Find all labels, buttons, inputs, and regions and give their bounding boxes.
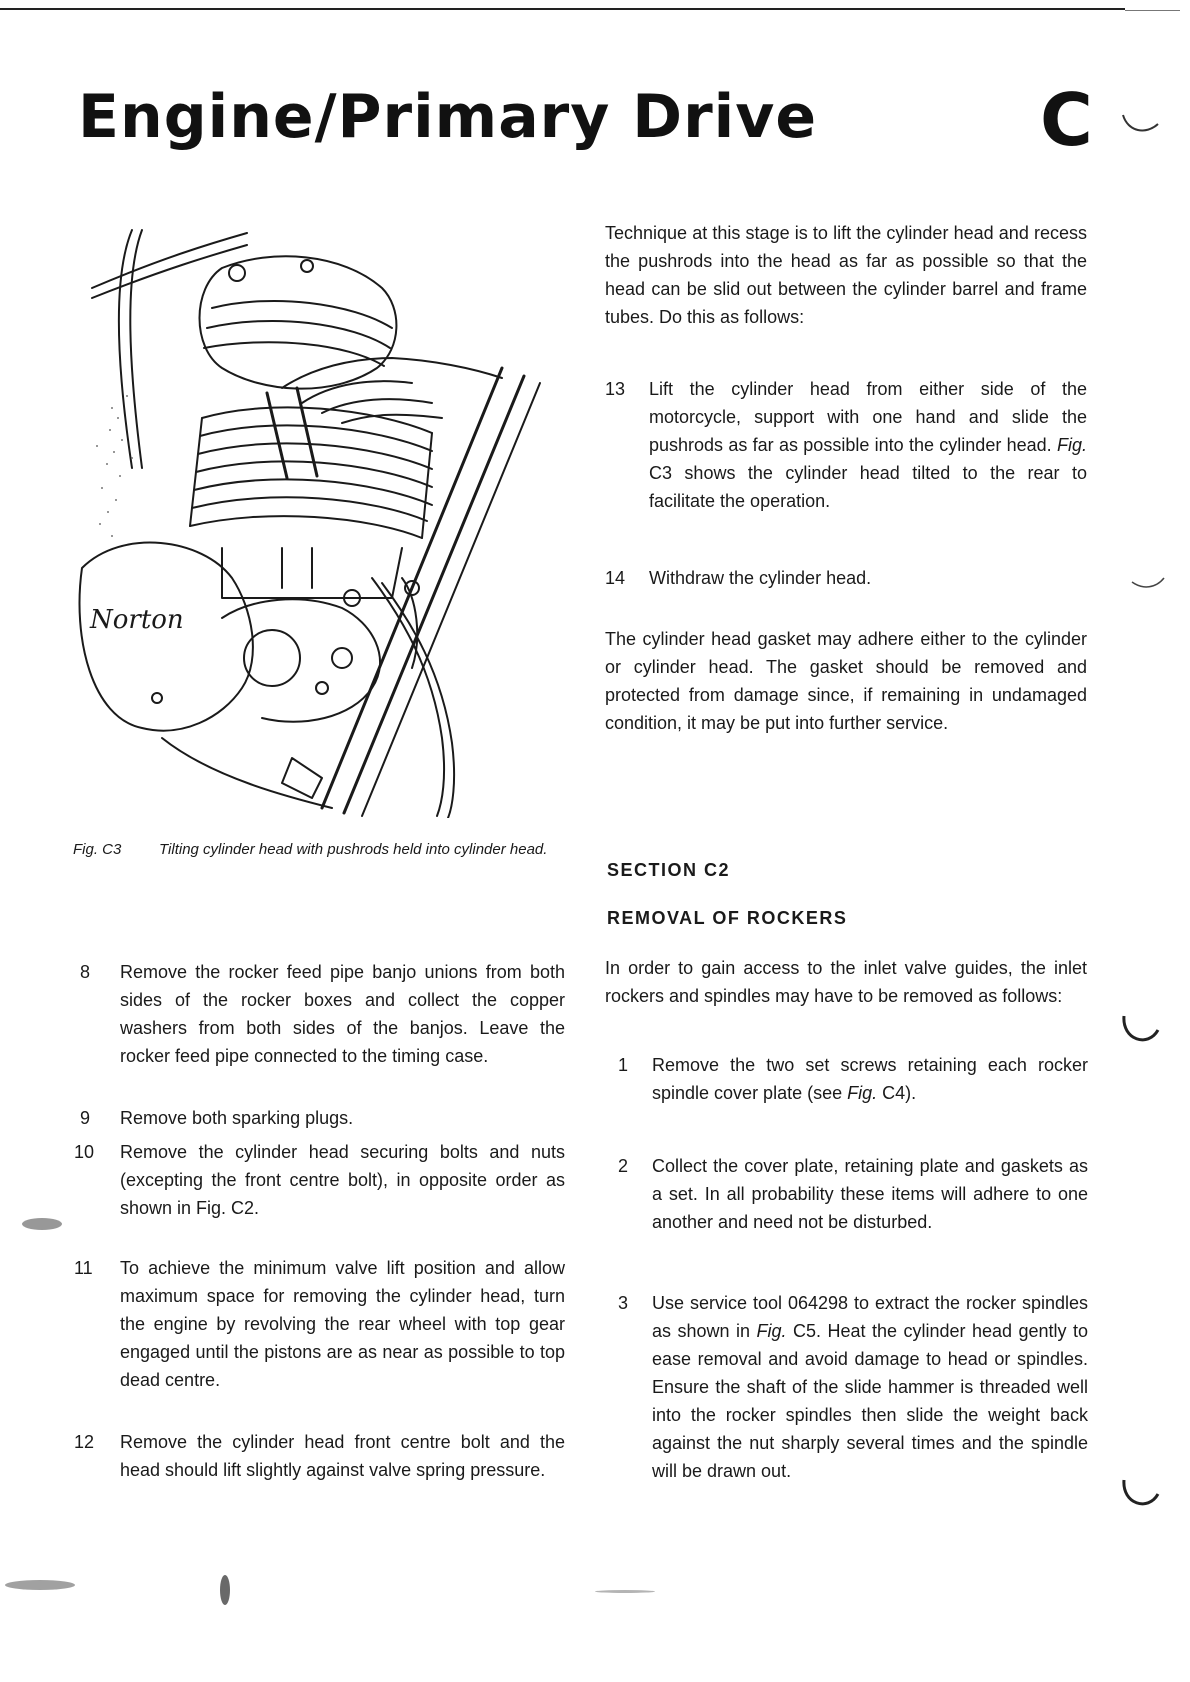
section-heading: SECTION C2 <box>607 860 731 880</box>
binder-mark <box>1118 1012 1163 1052</box>
step-text: Remove the two set screws retaining each rocker spindle cover plate (see Fig. C4). <box>652 1055 1088 1103</box>
section-subheading: REMOVAL OF ROCKERS <box>607 908 848 928</box>
figure-caption-text: Tilting cylinder head with pushrods held into cylinder head. <box>159 841 548 858</box>
step-text: Use service tool 064298 to extract the rocker spindles as shown in Fig. C5. Heat the cylinder head gently to ease removal and avoid damage to head or spindles. Ensure the shaft of the slide hammer is threaded well into the rocker spindles then slide the weight back against the nut sharply several times and the spindle will be drawn out. <box>652 1293 1088 1481</box>
step-text: Collect the cover plate, retaining plate and gaskets as a set. In all probability these items will adhere to one another and need not be disturbed. <box>652 1156 1088 1232</box>
engine-illustration <box>72 218 566 818</box>
step-number: 14 <box>605 568 626 588</box>
step-number: 2 <box>618 1156 629 1176</box>
step-text: Remove the cylinder head securing bolts and nuts (excepting the front centre bolt), in opposite order as shown in Fig. C2. <box>120 1142 565 1218</box>
step-text: Remove the cylinder head front centre bolt and the head should lift slightly against valve spring pressure. <box>120 1432 565 1480</box>
step-text: Remove the rocker feed pipe banjo unions from both sides of the rocker boxes and collect the copper washers from both sides of the banjos. Leave the rocker feed pipe connected to the timing case. <box>120 962 565 1066</box>
scan-speck <box>5 1580 75 1590</box>
technique-paragraph: Technique at this stage is to lift the cylinder head and recess the pushrods into the head as far as possible so that the head can be slid out between the cylinder barrel and frame tubes. Do this as follows: <box>605 223 1087 327</box>
rockers-intro: In order to gain access to the inlet valve guides, the inlet rockers and spindles may have to be removed as follows: <box>605 958 1087 1006</box>
step-number: 11 <box>74 1258 93 1278</box>
step-number: 8 <box>80 962 91 982</box>
scan-speck <box>22 1218 62 1230</box>
step-text: To achieve the minimum valve lift position and allow maximum space for removing the cylinder head, turn the engine by revolving the rear wheel with top gear engaged until the pistons are as near as possible to top dead centre. <box>120 1258 565 1390</box>
step-number: 9 <box>80 1108 91 1128</box>
step-text: Withdraw the cylinder head. <box>649 568 872 588</box>
step-number: 3 <box>618 1293 629 1313</box>
top-rule-extension <box>1125 10 1180 11</box>
step-number: 13 <box>605 379 626 399</box>
step-number: 10 <box>74 1142 95 1162</box>
binder-mark <box>1118 110 1163 140</box>
section-letter: C <box>1040 78 1093 162</box>
step-text: Remove both sparking plugs. <box>120 1108 354 1128</box>
step-number: 12 <box>74 1432 95 1452</box>
scan-speck <box>220 1575 230 1605</box>
gasket-paragraph: The cylinder head gasket may adhere either to the cylinder or cylinder head. The gasket should be removed and protected from damage since, if remaining in undamaged condition, it may be put into further service. <box>605 629 1087 733</box>
page-title: Engine/Primary Drive <box>78 82 818 152</box>
step-text: Lift the cylinder head from either side of the motorcycle, support with one hand and slide the pushrods as far as possible into the cylinder head. Fig. C3 shows the cylinder head tilted to the rear to facilitate the operation. <box>649 379 1087 511</box>
figure-label: Fig. C3 <box>73 841 122 858</box>
engine-logo-text: Norton <box>90 605 184 635</box>
step-number: 1 <box>618 1055 629 1075</box>
top-rule <box>0 8 1125 10</box>
scan-speck <box>595 1590 655 1593</box>
binder-mark <box>1128 570 1168 595</box>
binder-mark <box>1118 1476 1163 1516</box>
